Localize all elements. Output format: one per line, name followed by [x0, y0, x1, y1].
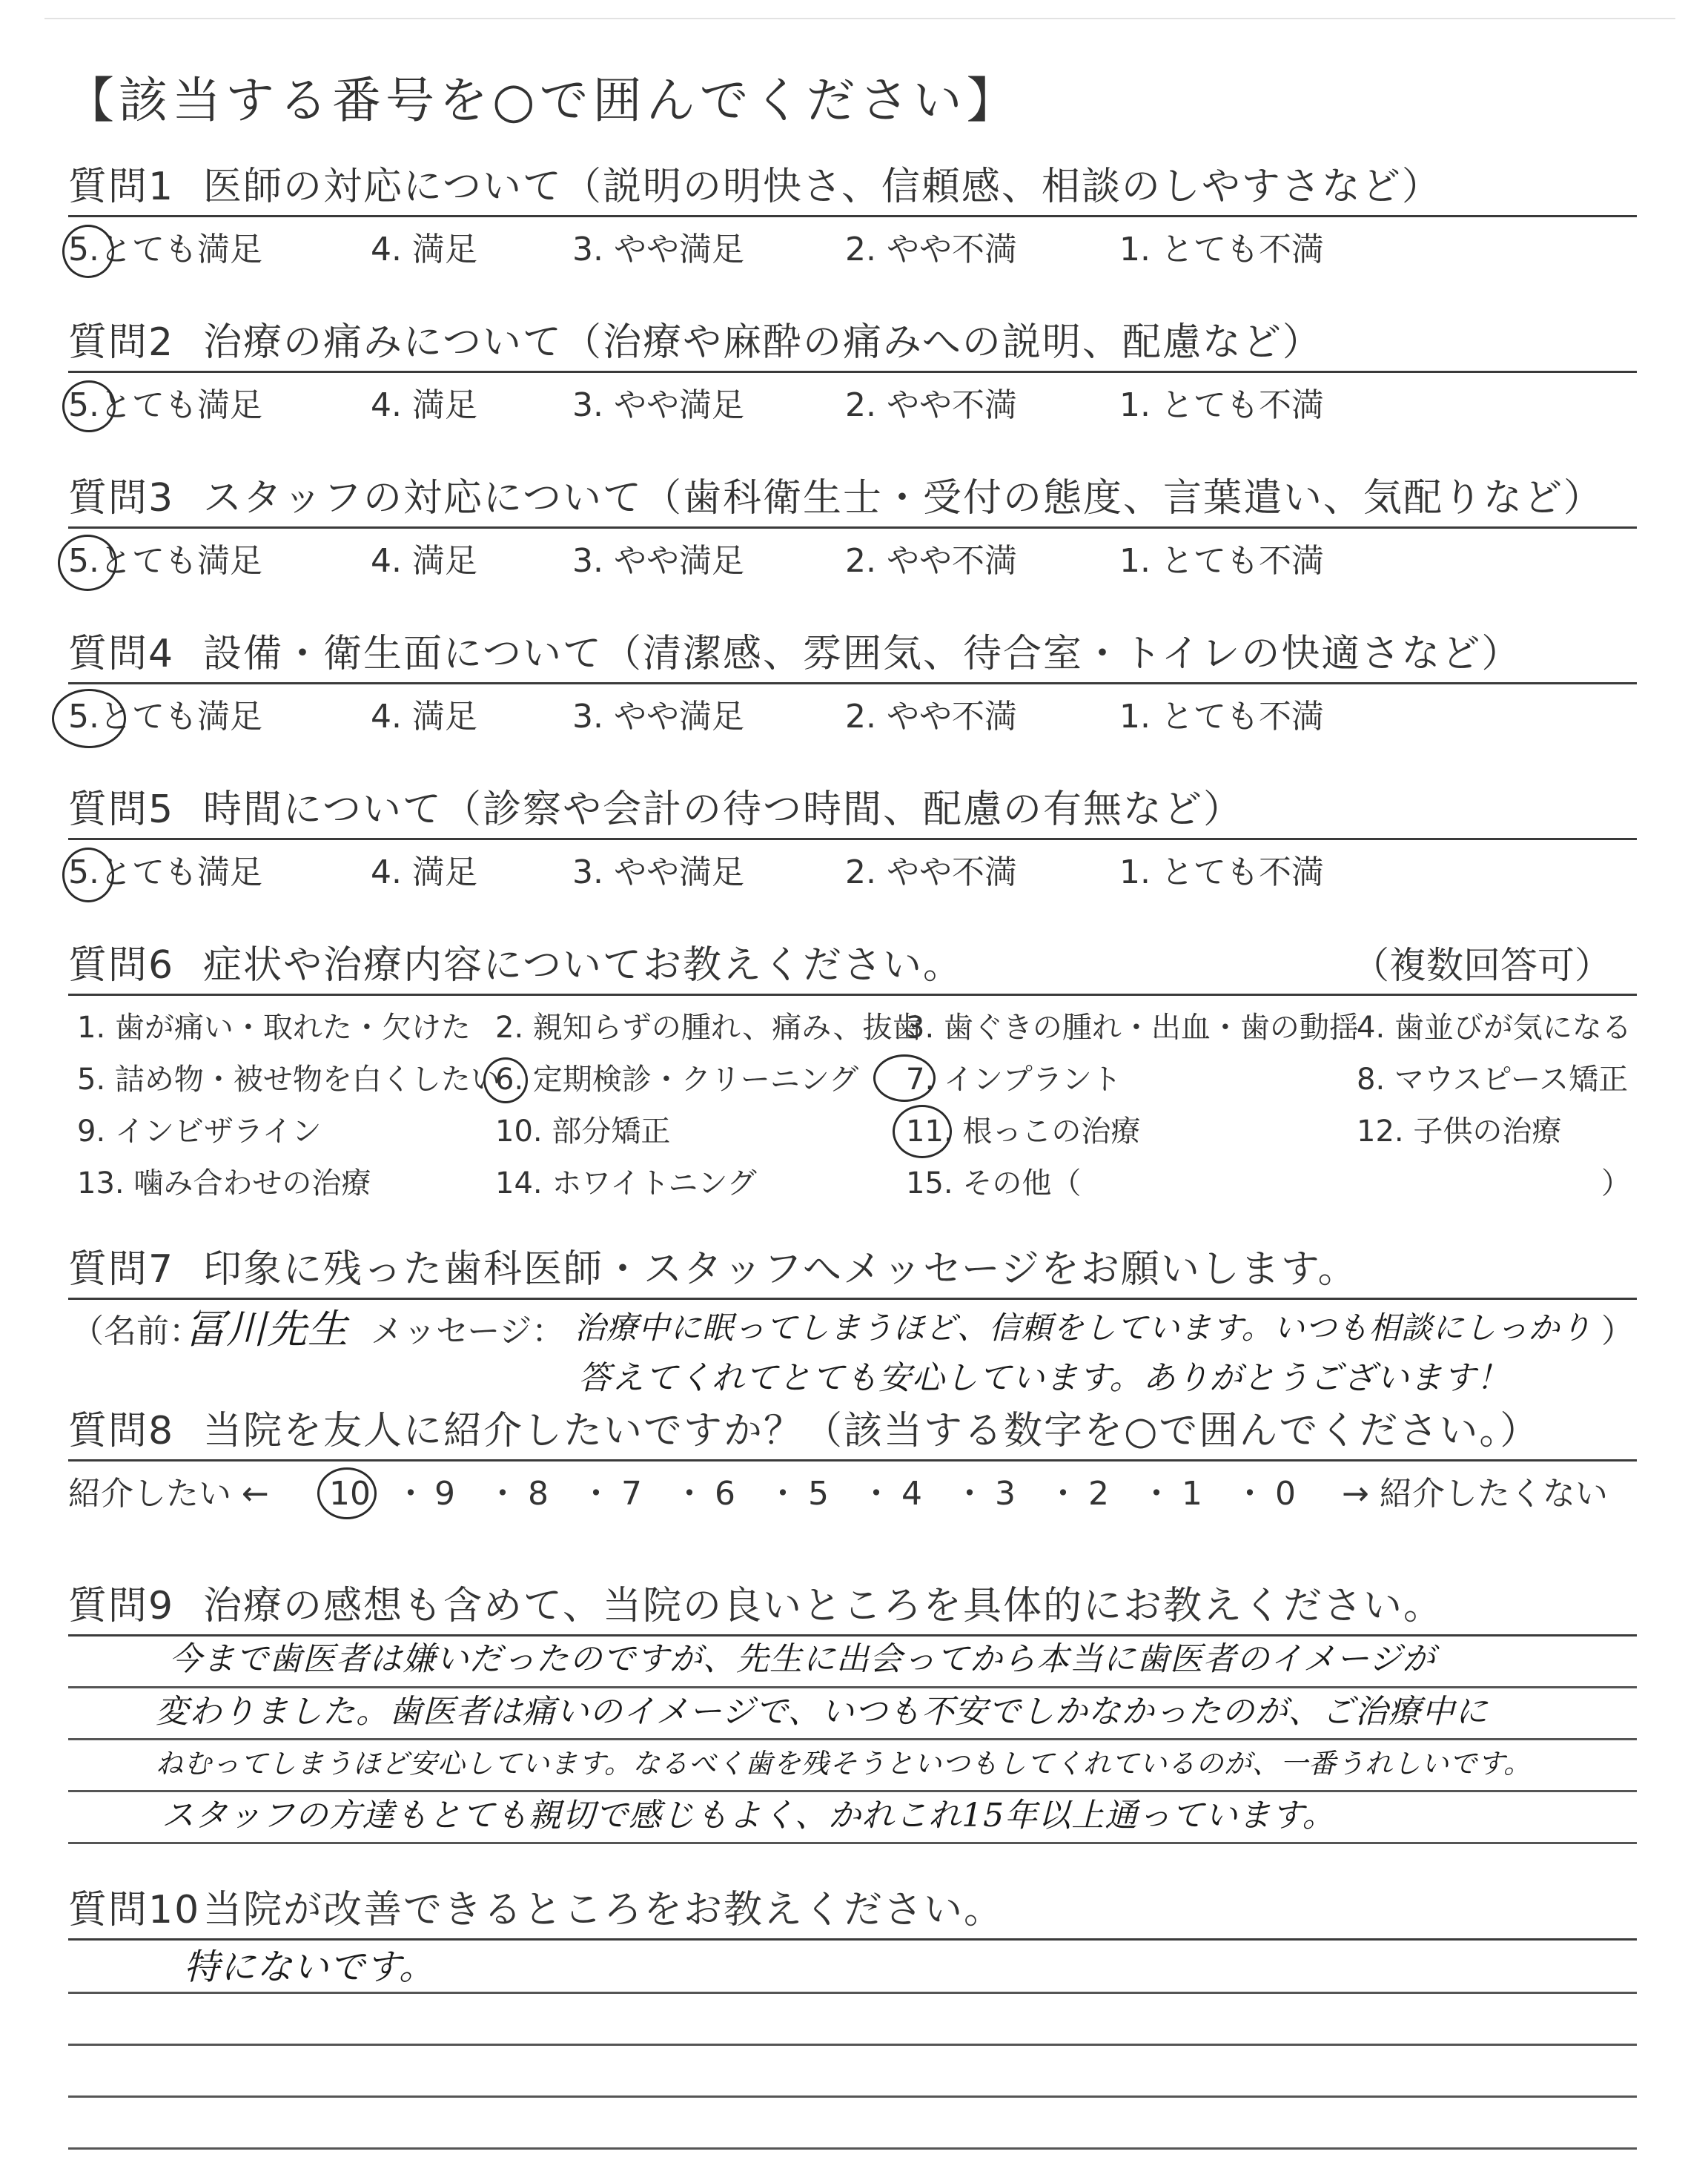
question-4-options — [68, 695, 1637, 739]
q6-row-4 — [68, 1161, 1637, 1206]
scale-dot: ・ — [1234, 1475, 1266, 1513]
q6-item-12[interactable]: 12. 子供の治療 — [1357, 1114, 1562, 1149]
q9-writing-line — [68, 1842, 1637, 1844]
question-5-title — [68, 787, 1243, 832]
scale-right-label: → 紹介したくない — [1342, 1475, 1608, 1513]
q10-writing-line — [68, 2044, 1637, 2046]
question-6-title — [68, 943, 963, 988]
q9-answer-line-3: ねむってしまうほど安心しています。なるべく歯を残そうといつもしてくれているのが、一番うれしいです。 — [156, 1748, 1532, 1780]
question-3-title — [68, 476, 1603, 521]
q6-item-10[interactable]: 10. 部分矯正 — [495, 1114, 671, 1149]
q2-option-2[interactable]: 2. やや不満 — [845, 386, 1017, 424]
q5-option-2[interactable]: 2. やや不満 — [845, 853, 1017, 891]
scale-left-label: 紹介したい ← — [68, 1475, 269, 1513]
q1-option-1[interactable]: 1. とても不満 — [1119, 231, 1324, 268]
q5-option-3[interactable]: 3. やや満足 — [572, 853, 744, 891]
q9-answer-line-4: スタッフの方達もとても親切で感じもよく、かれこれ15年以上通っています。 — [162, 1797, 1336, 1834]
q10-writing-line — [68, 2147, 1637, 2150]
q6-row-1 — [68, 1005, 1637, 1050]
question-number: 質問5 — [68, 787, 175, 832]
question-text: 治療の痛みについて（治療や麻酔の痛みへの説明、配慮など） — [203, 320, 1323, 365]
question-2-options — [68, 383, 1637, 428]
scale-value-10[interactable]: 10 — [329, 1475, 371, 1513]
question-text: 症状や治療内容についてお教えください。 — [203, 943, 963, 988]
q6-item-6[interactable]: 6. 定期検診・クリーニング — [495, 1063, 859, 1097]
question-number: 質問1 — [68, 165, 175, 209]
question-9-title — [68, 1584, 1443, 1628]
q6-item-14[interactable]: 14. ホワイトニング — [495, 1166, 757, 1200]
q4-option-2[interactable]: 2. やや不満 — [845, 698, 1017, 736]
scale-value-9[interactable]: 9 — [434, 1475, 455, 1513]
q6-item-15[interactable]: 15. その他（ — [906, 1166, 1082, 1200]
question-8-rule — [68, 1459, 1637, 1462]
question-5-rule — [68, 838, 1637, 840]
question-8-title — [68, 1409, 1540, 1453]
q6-item-4[interactable]: 4. 歯並びが気になる — [1357, 1011, 1632, 1045]
scale-value-6[interactable]: 6 — [715, 1475, 735, 1513]
q5-option-1[interactable]: 1. とても不満 — [1119, 853, 1324, 891]
q5-option-5[interactable]: 5.とても満足 — [68, 853, 262, 891]
question-3-rule — [68, 526, 1637, 529]
scale-dot: ・ — [580, 1475, 612, 1513]
scale-dot: ・ — [1140, 1475, 1173, 1513]
question-number: 質問8 — [68, 1409, 175, 1453]
question-number: 質問6 — [68, 943, 175, 988]
question-10-title — [68, 1888, 1004, 1932]
question-number: 質問4 — [68, 632, 175, 676]
message-handwritten-line-2: 答えてくれてとても安心しています。ありがとうございます！ — [578, 1359, 1510, 1397]
question-1-rule — [68, 215, 1637, 217]
q10-answer-line-1: 特にないです。 — [184, 1946, 436, 1988]
scale-value-0[interactable]: 0 — [1275, 1475, 1296, 1513]
question-1-options — [68, 228, 1637, 272]
question-text: 時間について（診察や会計の待つ時間、配慮の有無など） — [203, 787, 1243, 832]
q6-item-5[interactable]: 5. 詰め物・被せ物を白くしたい — [77, 1063, 500, 1097]
q2-option-1[interactable]: 1. とても不満 — [1119, 386, 1324, 424]
question-3-options — [68, 539, 1637, 584]
message-close-paren: ） — [1601, 1312, 1634, 1350]
scale-value-1[interactable]: 1 — [1182, 1475, 1202, 1513]
q1-option-4[interactable]: 4. 満足 — [371, 231, 477, 268]
multiple-answer-note: （複数回答可） — [1352, 944, 1612, 987]
q3-option-2[interactable]: 2. やや不満 — [845, 542, 1017, 580]
top-edge — [44, 18, 1675, 19]
q6-item-13[interactable]: 13. 噛み合わせの治療 — [77, 1166, 371, 1200]
question-2-title — [68, 320, 1323, 365]
scale-value-7[interactable]: 7 — [621, 1475, 642, 1513]
q5-option-4[interactable]: 4. 満足 — [371, 853, 477, 891]
question-number: 質問9 — [68, 1584, 175, 1628]
question-4-rule — [68, 682, 1637, 684]
recommend-scale — [68, 1472, 1637, 1516]
question-text: 治療の感想も含めて、当院の良いところを具体的にお教えください。 — [203, 1584, 1443, 1628]
q6-other-close-paren: ） — [1601, 1166, 1631, 1200]
question-7-title — [68, 1247, 1358, 1292]
q6-item-11[interactable]: 11. 根っこの治療 — [906, 1114, 1141, 1149]
q1-option-3[interactable]: 3. やや満足 — [572, 231, 744, 268]
question-number: 質問2 — [68, 320, 175, 365]
scale-dot: ・ — [1047, 1475, 1079, 1513]
q6-row-3 — [68, 1109, 1637, 1154]
question-number: 質問10 — [68, 1888, 201, 1932]
q6-item-9[interactable]: 9. インビザライン — [77, 1114, 322, 1149]
q2-option-5[interactable]: 5.とても満足 — [68, 386, 262, 424]
q1-option-5[interactable]: 5.とても満足 — [68, 231, 262, 268]
question-text: 設備・衛生面について（清潔感、雰囲気、待合室・トイレの快適さなど） — [203, 632, 1522, 676]
q6-item-3[interactable]: 3. 歯ぐきの腫れ・出血・歯の動揺 — [906, 1011, 1359, 1045]
q4-option-3[interactable]: 3. やや満足 — [572, 698, 744, 736]
question-1-title — [68, 165, 1442, 209]
scale-value-4[interactable]: 4 — [901, 1475, 922, 1513]
q4-option-1[interactable]: 1. とても不満 — [1119, 698, 1324, 736]
question-number: 質問7 — [68, 1247, 175, 1292]
question-7-rule — [68, 1298, 1637, 1300]
scale-dot: ・ — [486, 1475, 519, 1513]
q4-option-4[interactable]: 4. 満足 — [371, 698, 477, 736]
question-text: 医師の対応について（説明の明快さ、信頼感、相談のしやすさなど） — [203, 165, 1442, 209]
question-10-rule — [68, 1938, 1637, 1941]
name-handwritten: 冨川先生 — [185, 1306, 348, 1353]
question-text: スタッフの対応について（歯科衛生士・受付の態度、言葉遣い、気配りなど） — [203, 476, 1603, 521]
scale-value-5[interactable]: 5 — [808, 1475, 829, 1513]
q10-writing-line — [68, 1992, 1637, 1994]
q6-item-1[interactable]: 1. 歯が痛い・取れた・欠けた — [77, 1011, 471, 1045]
q6-item-8[interactable]: 8. マウスピース矯正 — [1357, 1063, 1629, 1097]
q1-option-2[interactable]: 2. やや不満 — [845, 231, 1017, 268]
question-6-rule — [68, 994, 1637, 996]
question-2-rule — [68, 371, 1637, 373]
q2-option-3[interactable]: 3. やや満足 — [572, 386, 744, 424]
q10-writing-line — [68, 2095, 1637, 2098]
name-label: （名前： — [71, 1312, 202, 1350]
q3-option-4[interactable]: 4. 満足 — [371, 542, 477, 580]
question-4-title — [68, 632, 1521, 676]
page-heading: 【該当する番号を○で囲んでください】 — [65, 72, 1020, 129]
scale-dot: ・ — [673, 1475, 706, 1513]
q6-row-2 — [68, 1057, 1637, 1102]
scale-dot: ・ — [953, 1475, 986, 1513]
question-5-options — [68, 851, 1637, 895]
q9-answer-line-2: 変わりました。歯医者は痛いのイメージで、いつも不安でしかなかったのが、ご治療中に — [156, 1693, 1489, 1731]
q9-answer-line-1: 今まで歯医者は嫌いだったのですが、先生に出会ってから本当に歯医者のイメージが — [169, 1640, 1436, 1678]
q3-option-1[interactable]: 1. とても不満 — [1119, 542, 1324, 580]
question-text: 当院を友人に紹介したいですか？（該当する数字を○で囲んでください。） — [203, 1409, 1540, 1453]
scale-value-3[interactable]: 3 — [995, 1475, 1016, 1513]
message-label: メッセージ： — [371, 1312, 565, 1350]
scale-dot: ・ — [394, 1475, 427, 1513]
scale-dot: ・ — [860, 1475, 893, 1513]
question-text: 印象に残った歯科医師・スタッフへメッセージをお願いします。 — [203, 1247, 1358, 1292]
scale-value-2[interactable]: 2 — [1088, 1475, 1109, 1513]
q3-option-3[interactable]: 3. やや満足 — [572, 542, 744, 580]
q3-option-5[interactable]: 5.とても満足 — [68, 542, 262, 580]
question-number: 質問3 — [68, 476, 175, 521]
q2-option-4[interactable]: 4. 満足 — [371, 386, 477, 424]
q6-item-7[interactable]: 7. インプラント — [906, 1063, 1122, 1097]
q4-option-5[interactable]: 5.とても満足 — [68, 698, 262, 736]
message-handwritten-line-1: 治療中に眠ってしまうほど、信頼をしています。いつも相談にしっかり — [575, 1309, 1592, 1346]
question-text: 当院が改善できるところをお教えください。 — [203, 1888, 1004, 1932]
q6-item-2[interactable]: 2. 親知らずの腫れ、痛み、抜歯 — [495, 1011, 922, 1045]
scale-dot: ・ — [767, 1475, 799, 1513]
scale-value-8[interactable]: 8 — [528, 1475, 549, 1513]
